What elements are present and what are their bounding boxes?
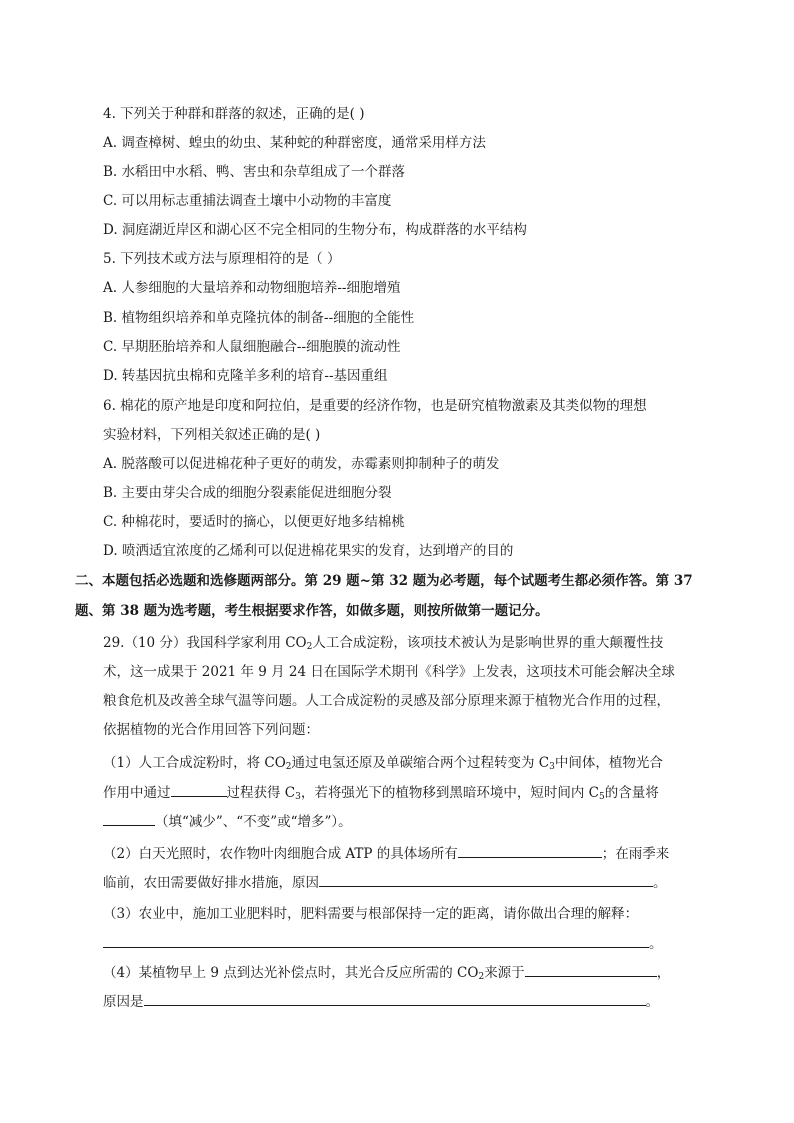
question-29-sub1-line3: （填“减少”、“不变”或“增多”）。 [103, 811, 352, 832]
question-6-stem-line2: 实验材料，下列相关叙述正确的是( ) [103, 427, 321, 443]
answer-blank-7[interactable] [144, 991, 646, 1006]
question-4-option-c: C. 可以用标志重捕法调查土壤中小动物的丰富度 [103, 193, 392, 209]
question-6-option-c: C. 种棉花时，要适时的摘心，以便更好地多结棉桃 [103, 514, 405, 530]
question-29-sub2-line1: （2）白天光照时，农作物叶肉细胞合成 ATP 的具体场所有 ；在雨季来 [103, 843, 669, 864]
question-6-option-a: A. 脱落酸可以促进棉花种子更好的萌发，赤霉素则抑制种子的萌发 [103, 456, 500, 472]
section-2-heading-line1: 二、本题包括必选题和选修题两部分。第 29 题~第 32 题为必考题，每个试题考生都必须作答。第 37 [75, 573, 693, 589]
question-4-option-b: B. 水稻田中水稻、鸭、害虫和杂草组成了一个群落 [103, 164, 406, 180]
question-29-intro-line1: 29.（10 分）我国科学家利用 $CO_2$人工合成淀粉，该项技术被认为是影响世界的重大颠覆性技 [103, 635, 664, 652]
question-29-sub3-line1: （3）农业中，施加工业肥料时，肥料需要与根部保持一定的距离，请你做出合理的解释： [103, 906, 639, 922]
question-6-stem-line1: 6. 棉花的原产地是印度和阿拉伯，是重要的经济作物，也是研究植物激素及其类似物的理想 [103, 398, 647, 414]
question-29-intro-line3: 粮食危机及改善全球气温等问题。人工合成淀粉的灵感及部分原理来源于植物光合作用的过程， [103, 693, 670, 709]
question-5-option-a: A. 人参细胞的大量培养和动物细胞培养--细胞增殖 [103, 280, 401, 296]
question-5-stem: 5. 下列技术或方法与原理相符的是（ ） [103, 251, 341, 267]
answer-blank-6[interactable] [525, 962, 657, 977]
question-5-option-b: B. 植物组织培养和单克隆抗体的制备--细胞的全能性 [103, 310, 415, 326]
question-5-option-d: D. 转基因抗虫棉和克隆羊多利的培育--基因重组 [103, 368, 388, 384]
question-29-sub2-line2: 临前，农田需要做好排水措施，原因 。 [103, 872, 667, 893]
question-29-sub1-line1: （1）人工合成淀粉时，将 $CO_2$通过电氢还原及单碳缩合两个过程转变为 $C_3$中间体，植物光合 [103, 755, 663, 772]
question-29-sub4-line2: 原因是 。 [103, 991, 659, 1012]
question-6-option-b: B. 主要由芽尖合成的细胞分裂素能促进细胞分裂 [103, 485, 392, 501]
answer-blank-1[interactable] [171, 782, 227, 797]
section-2-heading-line2: 题、第 38 题为选考题，考生根据要求作答，如做多题，则按所做第一题记分。 [75, 603, 549, 619]
answer-blank-2[interactable] [103, 811, 155, 826]
question-4-stem: 4. 下列关于种群和群落的叙述，正确的是( ) [103, 106, 365, 122]
question-6-option-d: D. 喷洒适宜浓度的乙烯利可以促进棉花果实的发育，达到增产的目的 [103, 543, 514, 559]
question-29-sub3-line2: 。 [103, 933, 663, 954]
answer-blank-5[interactable] [103, 933, 649, 948]
question-29-intro-line2: 术，这一成果于 2021 年 9 月 24 日在国际学术期刊《科学》上发表，这项技术可能会解决全球 [103, 664, 675, 680]
question-5-option-c: C. 早期胚胎培养和人鼠细胞融合--细胞膜的流动性 [103, 339, 401, 355]
question-4-option-a: A. 调查樟树、蝗虫的幼虫、某种蛇的种群密度，通常采用样方法 [103, 135, 486, 151]
question-4-option-d: D. 洞庭湖近岸区和湖心区不完全相同的生物分布，构成群落的水平结构 [103, 222, 527, 238]
question-29-sub4-line1: （4）某植物早上 9 点到达光补偿点时，其光合反应所需的 $CO_2$来源于 ， [103, 962, 670, 983]
question-29-sub1-line2: 作用中通过 过程获得 $C_3$，若将强光下的植物移到黑暗环境中，短时间内 $C_5$的含量将 [103, 782, 659, 803]
answer-blank-3[interactable] [458, 843, 602, 858]
answer-blank-4[interactable] [319, 872, 653, 887]
question-29-intro-line4: 依据植物的光合作用回答下列问题： [103, 722, 319, 738]
